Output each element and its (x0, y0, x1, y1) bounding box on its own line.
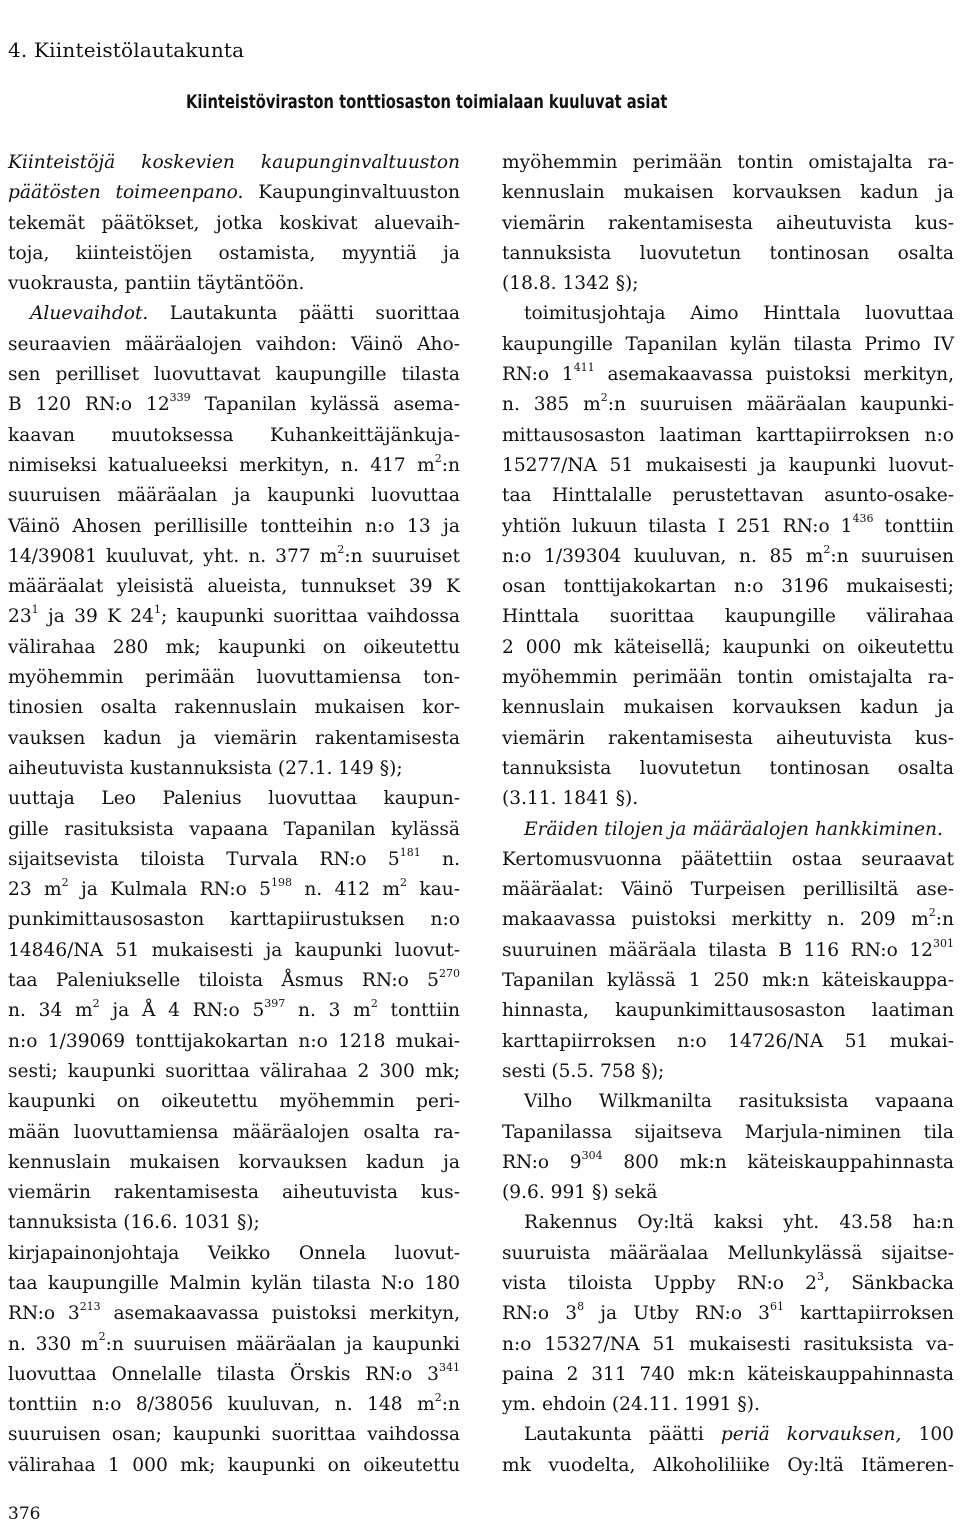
text-line: kaupungille Tapanilan kylän tilasta Primo IV (502, 333, 954, 355)
text-line: ym. ehdoin (24.11. 1991 §). (502, 1394, 760, 1416)
text-line: Aluevaihdot. Lautakunta päätti suorittaa (30, 303, 460, 325)
text-line: kaupunki on oikeutettu myöhemmin peri- (8, 1091, 460, 1113)
text-line: karttapiirroksen n:o 14726/NA 51 mukai- (502, 1030, 954, 1052)
text-line: $23^1$ ja 39 K $24^1$; kaupunki suorittaa vaihdossa (8, 603, 460, 628)
text-line: taa Hinttalalle perustettavan asunto-osake- (502, 485, 954, 507)
text-line: sijaitsevista tiloista Turvala RN:o $5^{181}$ n. (8, 845, 461, 870)
text-line: RN:o $1^{411}$ asemakaavassa puistoksi merkityn, (502, 360, 954, 386)
text-line: kennuslain mukaisen korvauksen kadun ja (502, 182, 954, 204)
text-line: myöhemmin perimään luovuttamiensa ton- (8, 667, 460, 689)
text-line: RN:o $3^{213}$ asemakaavassa puistoksi merkityn, (8, 1300, 460, 1325)
text-line: kirjapainonjohtaja Veikko Onnela luovut- (8, 1242, 460, 1264)
text-line: tannuksista (16.6. 1031 §); (8, 1212, 260, 1234)
text-line: suuruisen määräalan ja kaupunki luovuttaa (8, 485, 460, 507)
text-line: tannuksista luovutetun tontinosan osalta (502, 757, 954, 779)
text-line: tonttiin n:o 8/38056 kuuluvan, n. 148 $m^2:n$ (8, 1390, 460, 1416)
text-line: Tapanilassa sijaitseva Marjula-niminen tila (502, 1121, 954, 1143)
page-number: 376 (8, 1504, 41, 1524)
left-column (8, 148, 460, 1481)
text-line: viemärin rakentamisesta aiheutuvista kus- (8, 1182, 460, 1204)
text-line: punkimittausosaston karttapiirustuksen n:o (8, 909, 460, 931)
text-line: 14846/NA 51 mukaisesti ja kaupunki luovut- (8, 939, 460, 961)
text-line: Lautakunta päätti periä korvauksen, 100 (524, 1424, 954, 1446)
text-line: paina 2 311 740 mk:n käteiskauppahinnasta (502, 1363, 954, 1385)
text-line: viemärin rakentamisesta aiheutuvista kus- (502, 727, 954, 749)
text-line: vista tiloista Uppby RN:o $2^3$, Sänkbacka (502, 1269, 955, 1294)
text-line: tekemät päätökset, jotka koskivat aluevaih- (8, 212, 460, 234)
text-line: Tapanilan kylässä 1 250 mk:n käteiskauppa- (502, 970, 954, 992)
text-line: mään luovuttamiensa määräalojen osalta ra- (8, 1121, 460, 1143)
text-line: n. 330 $m^2:n$ suuruisen määräalan ja kaupunki (8, 1330, 460, 1355)
text-line: Väinö Ahosen perillisille tontteihin n:o 13 ja (8, 515, 460, 537)
text-line: tannuksista luovutetun tontinosan osalta (502, 242, 954, 264)
text-line: gille rasituksista vapaana Tapanilan kylässä (8, 818, 460, 840)
text-line: n. 34 $m^2$ ja Å 4 RN:o $5^{397}$ n. 3 $m^2$ tonttiin (8, 997, 460, 1022)
text-line: n:o 1/39304 kuuluvan, n. 85 $m^2:n$ suuruisen (502, 542, 954, 567)
text-line: luovuttaa Onnelalle tilasta Örskis RN:o $3^{341}$ (8, 1360, 460, 1385)
text-line: RN:o $3^8$ ja Utby RN:o $3^{61}$ karttapiirroksen (502, 1300, 954, 1325)
text-line: sen perilliset luovuttavat kaupungille tilasta (8, 364, 460, 386)
text-line: Hinttala suorittaa kaupungille välirahaa (502, 606, 954, 628)
text-line: Vilho Wilkmanilta rasituksista vapaana (524, 1091, 954, 1113)
text-line: Kertomusvuonna päätettiin ostaa seuraavat (502, 848, 954, 870)
text-line: n:o 15327/NA 51 mukaisesti rasituksista va- (502, 1333, 954, 1355)
text-line: n:o 1/39069 tonttijakokartan n:o 1218 mukai- (8, 1030, 460, 1052)
text-line: Rakennus Oy:ltä kaksi yht. 43.58 ha:n (524, 1212, 954, 1234)
text-line: uuttaja Leo Palenius luovuttaa kaupun- (8, 788, 460, 810)
text-line: mittausosaston laatiman karttapiirroksen n:o (502, 424, 954, 446)
text-line: toimitusjohtaja Aimo Hinttala luovuttaa (524, 303, 954, 325)
section-header: 4. Kiinteistölautakunta (8, 38, 245, 62)
text-line: 2 000 mk käteisellä; kaupunki on oikeutettu (502, 636, 954, 658)
text-line: välirahaa 1 000 mk; kaupunki on oikeutettu (8, 1454, 460, 1476)
text-line: tinosien osalta rakennuslain mukaisen kor- (8, 697, 460, 719)
text-line: kennuslain mukaisen korvauksen kadun ja (8, 1151, 460, 1173)
text-line: mk vuodelta, Alkoholiliike Oy:ltä Itämeren- (502, 1454, 954, 1476)
text-line: myöhemmin perimään tontin omistajalta ra- (502, 152, 954, 173)
text-line: yhtiön lukuun tilasta I 251 RN:o $1^{436}$ tonttiin (502, 512, 954, 537)
text-line: B 120 RN:o $12^{339}$ Tapanilan kylässä asema- (8, 391, 460, 416)
text-line: (9.6. 991 §) sekä (502, 1182, 658, 1204)
text-line: taa kaupungille Malmin kylän tilasta N:o 180 (8, 1272, 460, 1294)
text-line: n. 385 $m^2:n$ suuruisen määräalan kaupunki- (502, 391, 955, 416)
text-line: aiheutuvista kustannuksista (27.1. 149 §); (8, 757, 403, 779)
text-line: suuruista määräalaa Mellunkylässä sijaitse- (502, 1242, 954, 1264)
text-line: suuruinen määräala tilasta B 116 RN:o $12^{301}$ (502, 936, 954, 961)
text-line: osan tonttijakokartan n:o 3196 mukaisesti; (502, 576, 954, 598)
text-line: myöhemmin perimään tontin omistajalta ra- (502, 667, 954, 689)
text-line: Kiinteistöjä koskevien kaupunginvaltuuston (8, 152, 460, 173)
right-column (502, 148, 954, 1481)
text-line: kennuslain mukaisen korvauksen kadun ja (502, 697, 954, 719)
text-line: nimiseksi katualueeksi merkityn, n. 417 $m^2:n$ (8, 451, 460, 476)
text-line: seuraavien määräalojen vaihdon: Väinö Aho- (8, 333, 460, 355)
text-line: (3.11. 1841 §). (502, 788, 639, 810)
text-line: (18.8. 1342 §); (502, 273, 639, 295)
text-line: toja, kiinteistöjen ostamista, myyntiä ja (8, 242, 460, 264)
text-line: suuruisen osan; kaupunki suorittaa vaihdossa (8, 1424, 460, 1446)
text-line: RN:o $9^{304}$ 800 mk:n käteiskauppahinnasta (502, 1148, 955, 1173)
text-line: välirahaa 280 mk; kaupunki on oikeutettu (8, 636, 460, 658)
text-line: sesti; kaupunki suorittaa välirahaa 2 300 mk; (8, 1060, 460, 1082)
text-line: 15277/NA 51 mukaisesti ja kaupunki luovut- (502, 454, 954, 476)
text-line: määräalat: Väinö Turpeisen perillisiltä ase- (502, 879, 954, 901)
text-line: taa Paleniukselle tiloista Åsmus RN:o $5^{270}$ (8, 966, 460, 992)
page-heading: Kiinteistöviraston tonttiosaston toimialaan kuuluvat asiat (186, 91, 668, 113)
text-line: vauksen kadun ja viemärin rakentamisesta (8, 727, 460, 749)
text-line: viemärin rakentamisesta aiheutuvista kus- (502, 212, 954, 234)
text-line: sesti (5.5. 758 §); (502, 1060, 665, 1082)
text-line: määräalat yleisistä alueista, tunnukset 39 K (8, 576, 460, 598)
text-line: päätösten toimeenpano. Kaupunginvaltuuston (8, 182, 460, 204)
text-line: kaavan muutoksessa Kuhankeittäjänkuja- (8, 424, 460, 446)
text-line: 23 $m^2$ ja Kulmala RN:o $5^{198}$ n. 412 $m^2$ kau- (8, 875, 460, 901)
text-line: Eräiden tilojen ja määräalojen hankkiminen. (524, 818, 943, 840)
text-line: hinnasta, kaupunkimittausosaston laatiman (502, 1000, 954, 1022)
text-line: 14/39081 kuuluvat, yht. n. 377 $m^2:n$ suuruiset (8, 542, 460, 567)
text-line: makaavassa puistoksi merkitty n. 209 $m^2:n$ (502, 906, 954, 931)
text-line: vuokrausta, pantiin täytäntöön. (8, 273, 305, 295)
